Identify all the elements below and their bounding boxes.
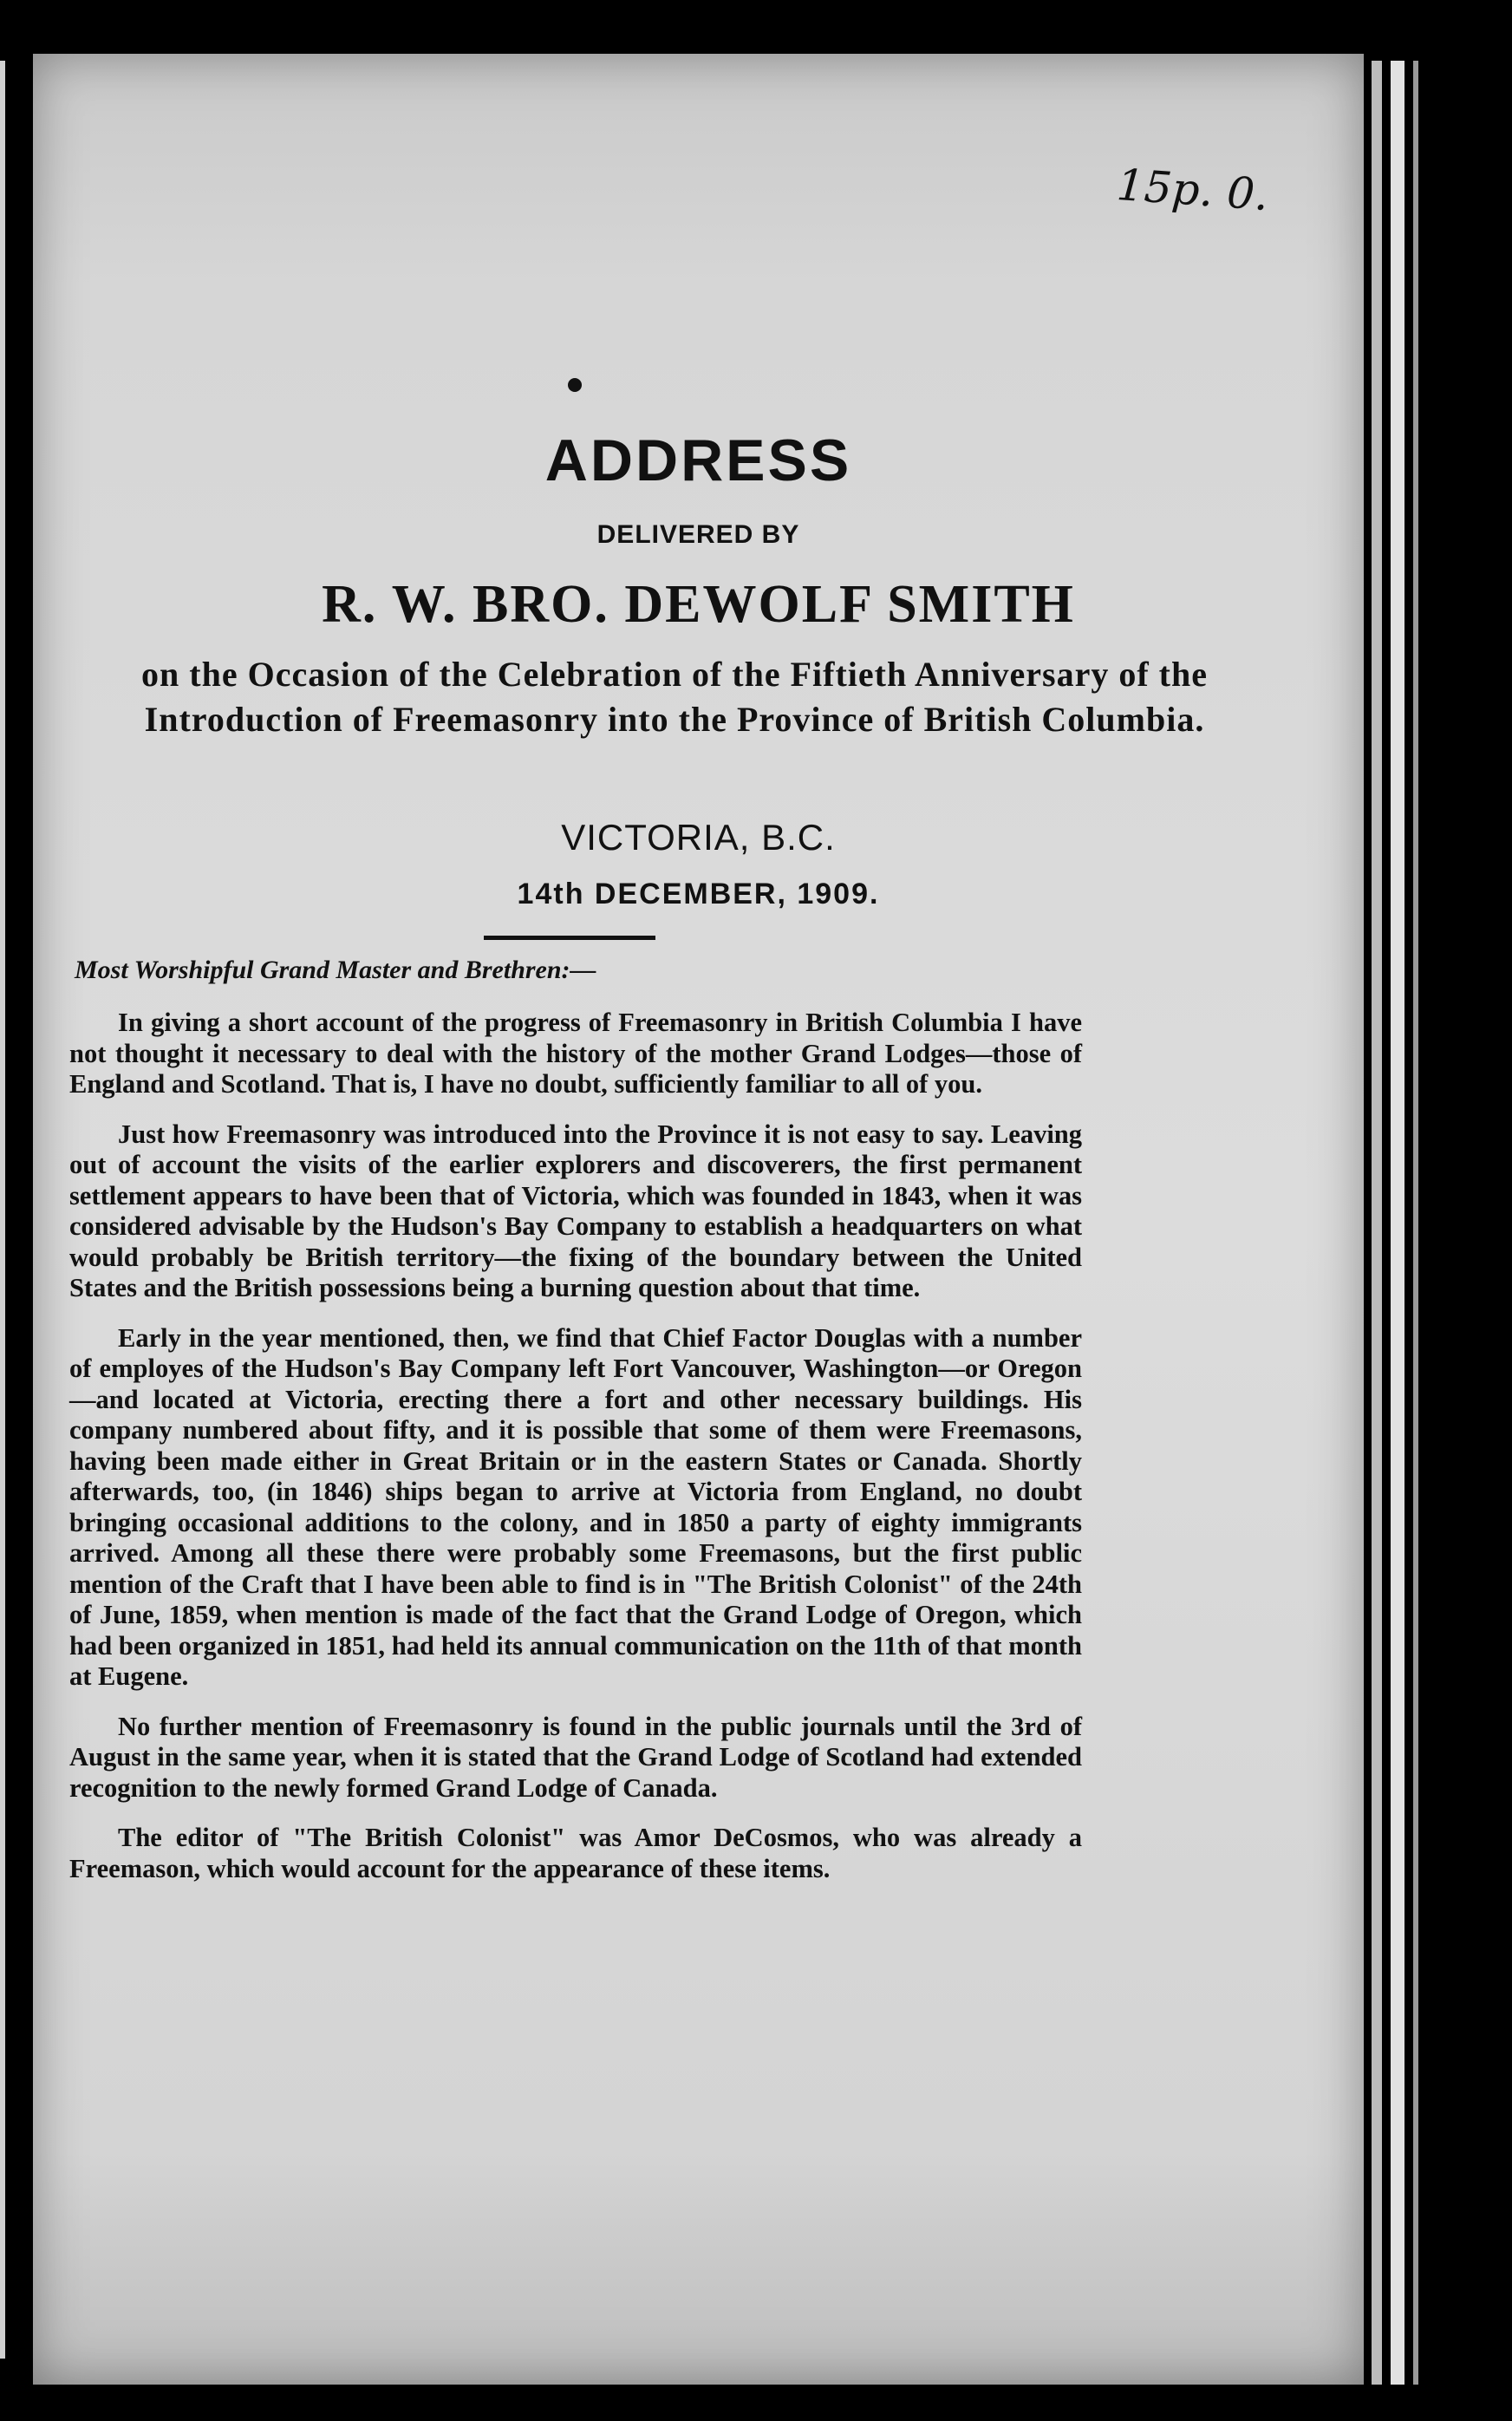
paragraph: No further mention of Freemasonry is found in the public journals until the 3rd of August in the same year, when it is stated that the Grand Lodge of Scotland had extended recognition to the newly formed Grand Lodge of Canada.: [69, 1711, 1082, 1803]
page-edge-right-dark: [1413, 61, 1418, 2385]
speaker-name: R. W. BRO. DEWOLF SMITH: [322, 575, 1075, 634]
paragraph: Just how Freemasonry was introduced into the Province it is not easy to say. Leaving out of account the visits of the earlier explorers and discoverers, the first permanent settlement appears to have been that of Victoria, which was founded in 1843, when it was considered advisable by the Hudson's Bay Company to establish a headquarters on what would probably be British territory—the fixing of the boundary between the United States and the British possessions being a burning question about that time.: [69, 1119, 1082, 1302]
paragraph: The editor of "The British Colonist" was Amor DeCosmos, who was already a Freemason, which would account for the appearance of these items.: [69, 1823, 1082, 1883]
decorative-dot: [568, 378, 582, 392]
occasion-text: on the Occasion of the Celebration of the Fiftieth Anniversary of the Introduction of Freemasonry into the Province of British Columbia.: [141, 655, 1208, 739]
page-edge-right: [1372, 61, 1382, 2385]
place-line: VICTORIA, B.C.: [561, 817, 836, 858]
handwritten-note: 15p. 0.: [1115, 159, 1270, 221]
divider-rule: [484, 936, 655, 940]
delivered-by-label: DELIVERED BY: [596, 520, 800, 549]
paragraph: In giving a short account of the progress of Freemasonry in British Columbia I have not thought it necessary to deal with the history of the mother Grand Lodges—those of England and Scotland. That is, I have no doubt, sufficiently familiar to all of you.: [69, 1008, 1082, 1099]
date-line: 14th DECEMBER, 1909.: [517, 878, 880, 910]
document-title: ADDRESS: [544, 427, 852, 493]
paragraph: Early in the year mentioned, then, we find that Chief Factor Douglas with a number of employes of the Hudson's Bay Company left Fort Vancouver, Washington—or Oregon—and located at Victoria, erecting there a fort and other necessary buildings. His company numbered about fifty, and it is possible that some of them were Freemasons, having been made either in Great Britain or in the eastern States or Canada. Shortly afterwards, too, (in 1846) ships began to arrive at Victoria from England, no doubt bringing occasional additions to the colony, and in 1850 a party of eighty immigrants arrived. Among all these there were probably some Freemasons, but the first public mention of the Craft that I have been able to find is in "The British Colonist" of the 24th of June, 1859, when mention is made of the fact that the Grand Lodge of Oregon, which had been organized in 1851, had held its annual communication on the 11th of that month at Eugene.: [69, 1322, 1082, 1691]
page-edge-left: [0, 61, 5, 2359]
document-page: [33, 54, 1364, 2385]
salutation: Most Worshipful Grand Master and Brethren:—: [75, 956, 596, 984]
page-edge-right-light: [1391, 61, 1404, 2385]
body-text: [69, 1008, 1082, 1903]
